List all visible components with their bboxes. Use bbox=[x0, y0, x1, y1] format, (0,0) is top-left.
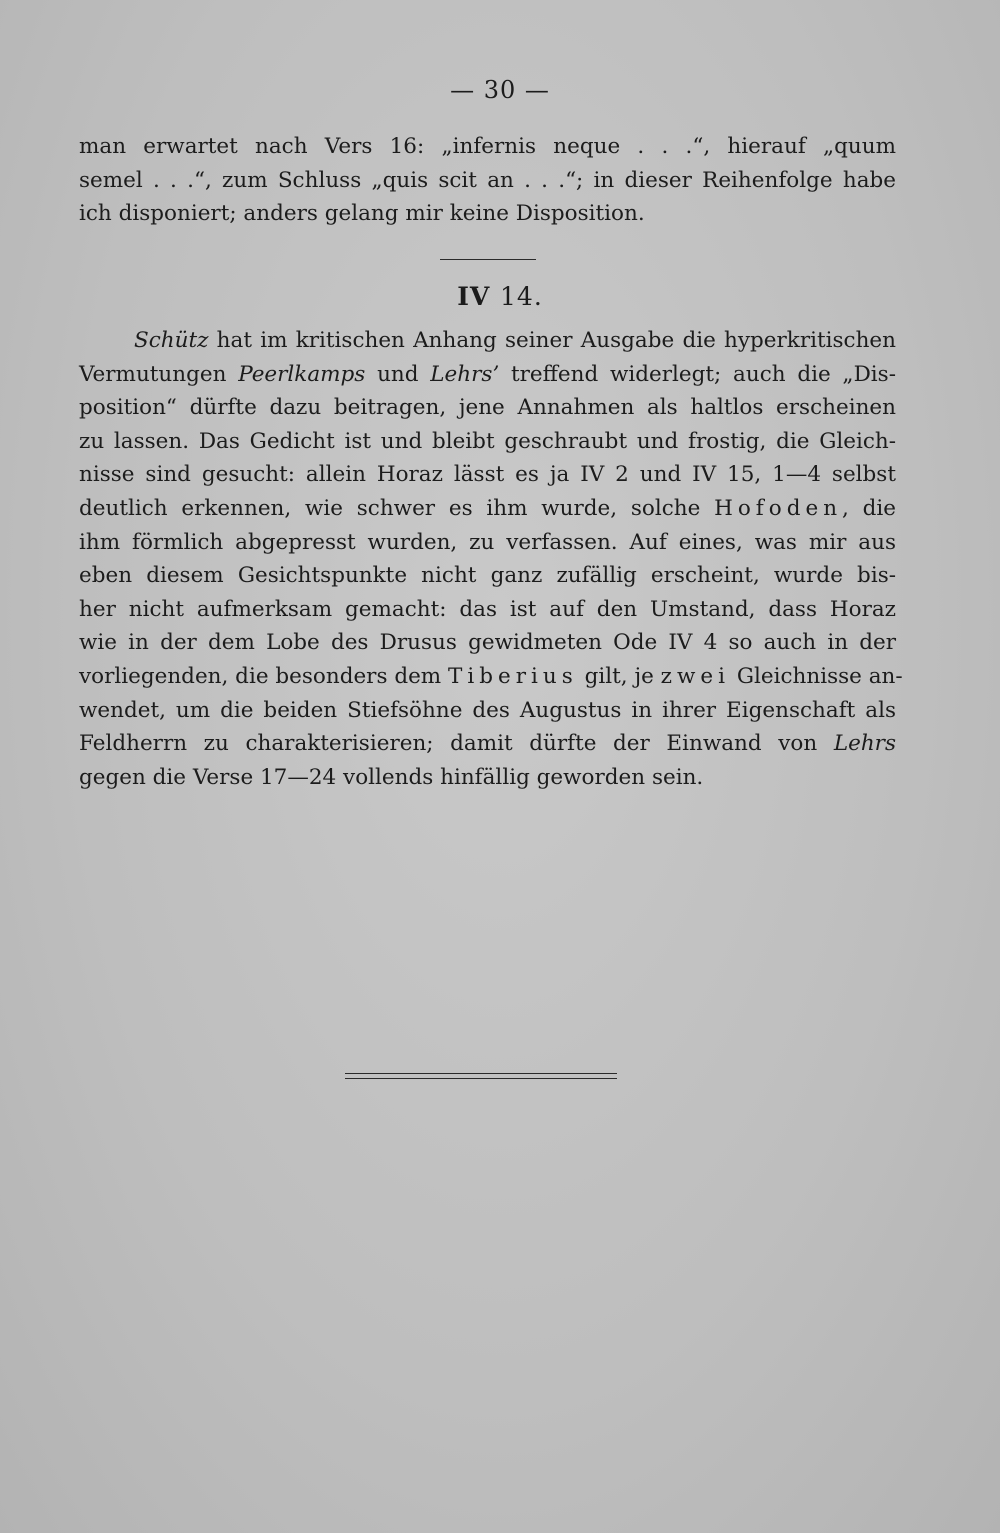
spaced-word: Tiberius bbox=[448, 663, 578, 689]
section-number: 14. bbox=[500, 282, 543, 311]
text-line: Feldherrn zu charakterisieren; damit dürfte der Einwand von Lehrs bbox=[79, 731, 896, 757]
text-line: deutlich erkennen, wie schwer es ihm wurde, solche Hofoden, die bbox=[79, 495, 897, 521]
author-name: Lehrs bbox=[833, 731, 896, 757]
text-line: ihm förmlich abgepresst wurden, zu verfassen. Auf eines, was mir aus bbox=[79, 529, 896, 555]
text-line: man erwartet nach Vers 16: „infernis neque . . .“, hierauf „quum bbox=[79, 134, 896, 159]
page-number: — 30 — bbox=[450, 76, 550, 104]
author-name: Peerlkamps bbox=[238, 361, 366, 387]
text-line: gegen die Verse 17—24 vollends hinfällig geworden sein. bbox=[79, 764, 704, 790]
author-name: Schütz bbox=[134, 328, 209, 353]
end-rule bbox=[345, 1073, 617, 1079]
intro-paragraph bbox=[79, 130, 896, 231]
text-line: wendet, um die beiden Stiefsöhne des Augustus in ihrer Eigenschaft als bbox=[79, 697, 896, 723]
text-line: zu lassen. Das Gedicht ist und bleibt geschraubt und frostig, die Gleich- bbox=[79, 428, 896, 454]
text-line: vorliegenden, die besonders dem Tiberius gilt, je zwei Gleichnisse an- bbox=[79, 663, 903, 689]
text-line: wie in der dem Lobe des Drusus gewidmeten Ode IV 4 so auch in der bbox=[79, 630, 896, 656]
text-line: position“ dürfte dazu beitragen, jene Annahmen als haltlos erscheinen bbox=[79, 395, 896, 421]
section-roman: IV bbox=[457, 282, 491, 311]
separator-rule bbox=[440, 259, 536, 260]
text-line: eben diesem Gesichtspunkte nicht ganz zufällig erscheint, wurde bis- bbox=[79, 563, 896, 589]
author-name: Lehrs’ bbox=[430, 361, 500, 387]
text-line: nisse sind gesucht: allein Horaz lässt es ja IV 2 und IV 15, 1—4 selbst bbox=[79, 462, 896, 488]
text-line: Schütz hat im kritischen Anhang seiner Ausgabe die hyperkritischen bbox=[134, 328, 896, 353]
spaced-word: Hofoden bbox=[714, 495, 843, 521]
section-heading bbox=[0, 282, 1000, 311]
text-line: semel . . .“, zum Schluss „quis scit an . . .“; in dieser Reihenfolge habe bbox=[79, 167, 896, 193]
text-line: ich disponiert; anders gelang mir keine Disposition. bbox=[79, 201, 645, 227]
text-line: Vermutungen Peerlkamps und Lehrs’ treffend widerlegt; auch die „Dis- bbox=[79, 361, 896, 387]
spaced-word: zwei bbox=[660, 663, 731, 689]
text-line: her nicht aufmerksam gemacht: das ist auf den Umstand, dass Horaz bbox=[79, 596, 896, 622]
main-paragraph bbox=[79, 324, 903, 794]
